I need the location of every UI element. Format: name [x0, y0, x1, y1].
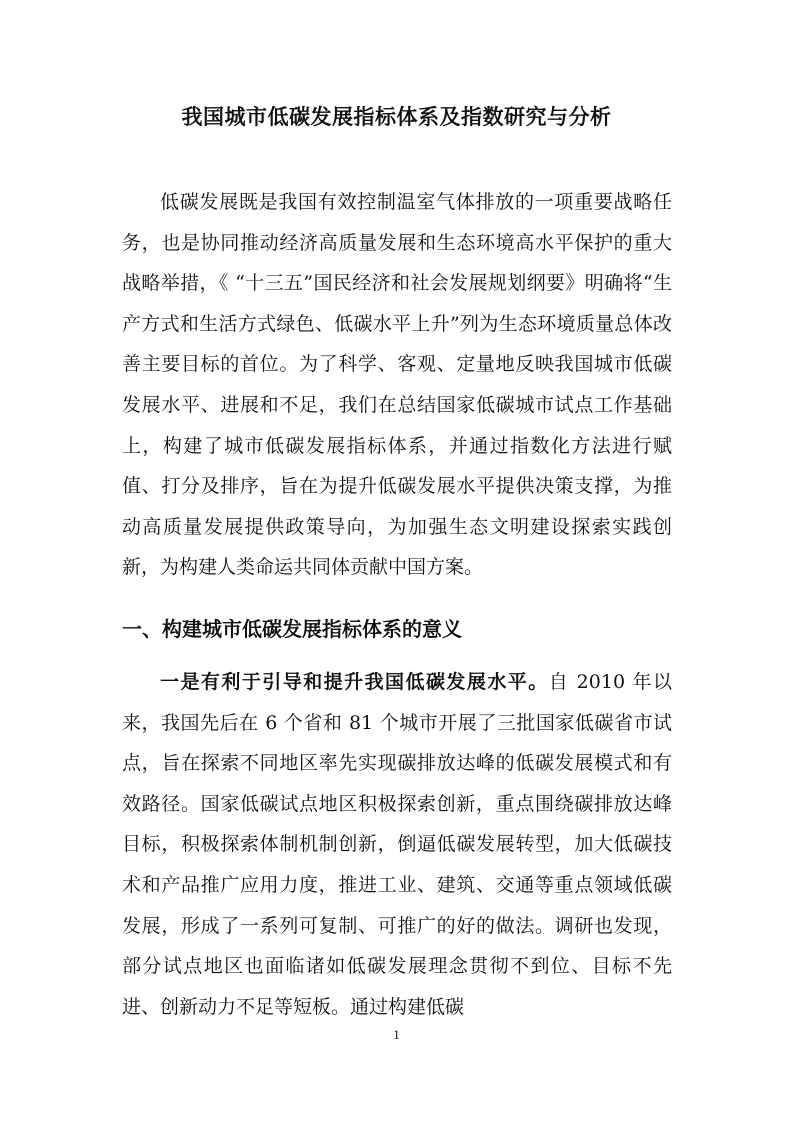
paragraph-lead-sentence: 一是有利于引导和提升我国低碳发展水平。	[160, 671, 549, 693]
page-number: 1	[393, 1027, 400, 1042]
paragraph-body-text: 自 2010 年以来，我国先后在 6 个省和 81 个城市开展了三批国家低碳省市试点，旨在探索不同地区率先实现碳排放达峰的低碳发展模式和有效路径。国家低碳试点地区积极探索创新，重点围绕碳排放达峰目标，积极探索体制机制创新，倒逼低碳发展转型，加大低碳技术和产品推广应用力度，推进工业、建筑、交通等重点领域低碳发展，形成了一系列可复制、可推广的好的做法。调研也发现，部分试点地区也面临诸如低碳发展理念贯彻不到位、目标不先进、创新动力不足等短板。通过构建低碳	[122, 671, 672, 1018]
section-paragraph	[122, 662, 672, 1027]
section-heading: 一、构建城市低碳发展指标体系的意义	[122, 617, 462, 641]
document-title: 我国城市低碳发展指标体系及指数研究与分析	[181, 104, 612, 129]
intro-paragraph: 低碳发展既是我国有效控制温室气体排放的一项重要战略任务，也是协同推动经济高质量发展和生态环境高水平保护的重大战略举措，《 “十三五”国民经济和社会发展规划纲要》明确将“生产方式和生活方式绿色、低碳水平上升”列为生态环境质量总体改善主要目标的首位。为了科学、客观、定量地反映我国城市低碳发展水平、进展和不足，我们在总结国家低碳城市试点工作基础上，构建了城市低碳发展指标体系，并通过指数化方法进行赋值、打分及排序，旨在为提升低碳发展水平提供决策支撑，为推动高质量发展提供政策导向，为加强生态文明建设探索实践创新，为构建人类命运共同体贡献中国方案。	[122, 191, 672, 579]
